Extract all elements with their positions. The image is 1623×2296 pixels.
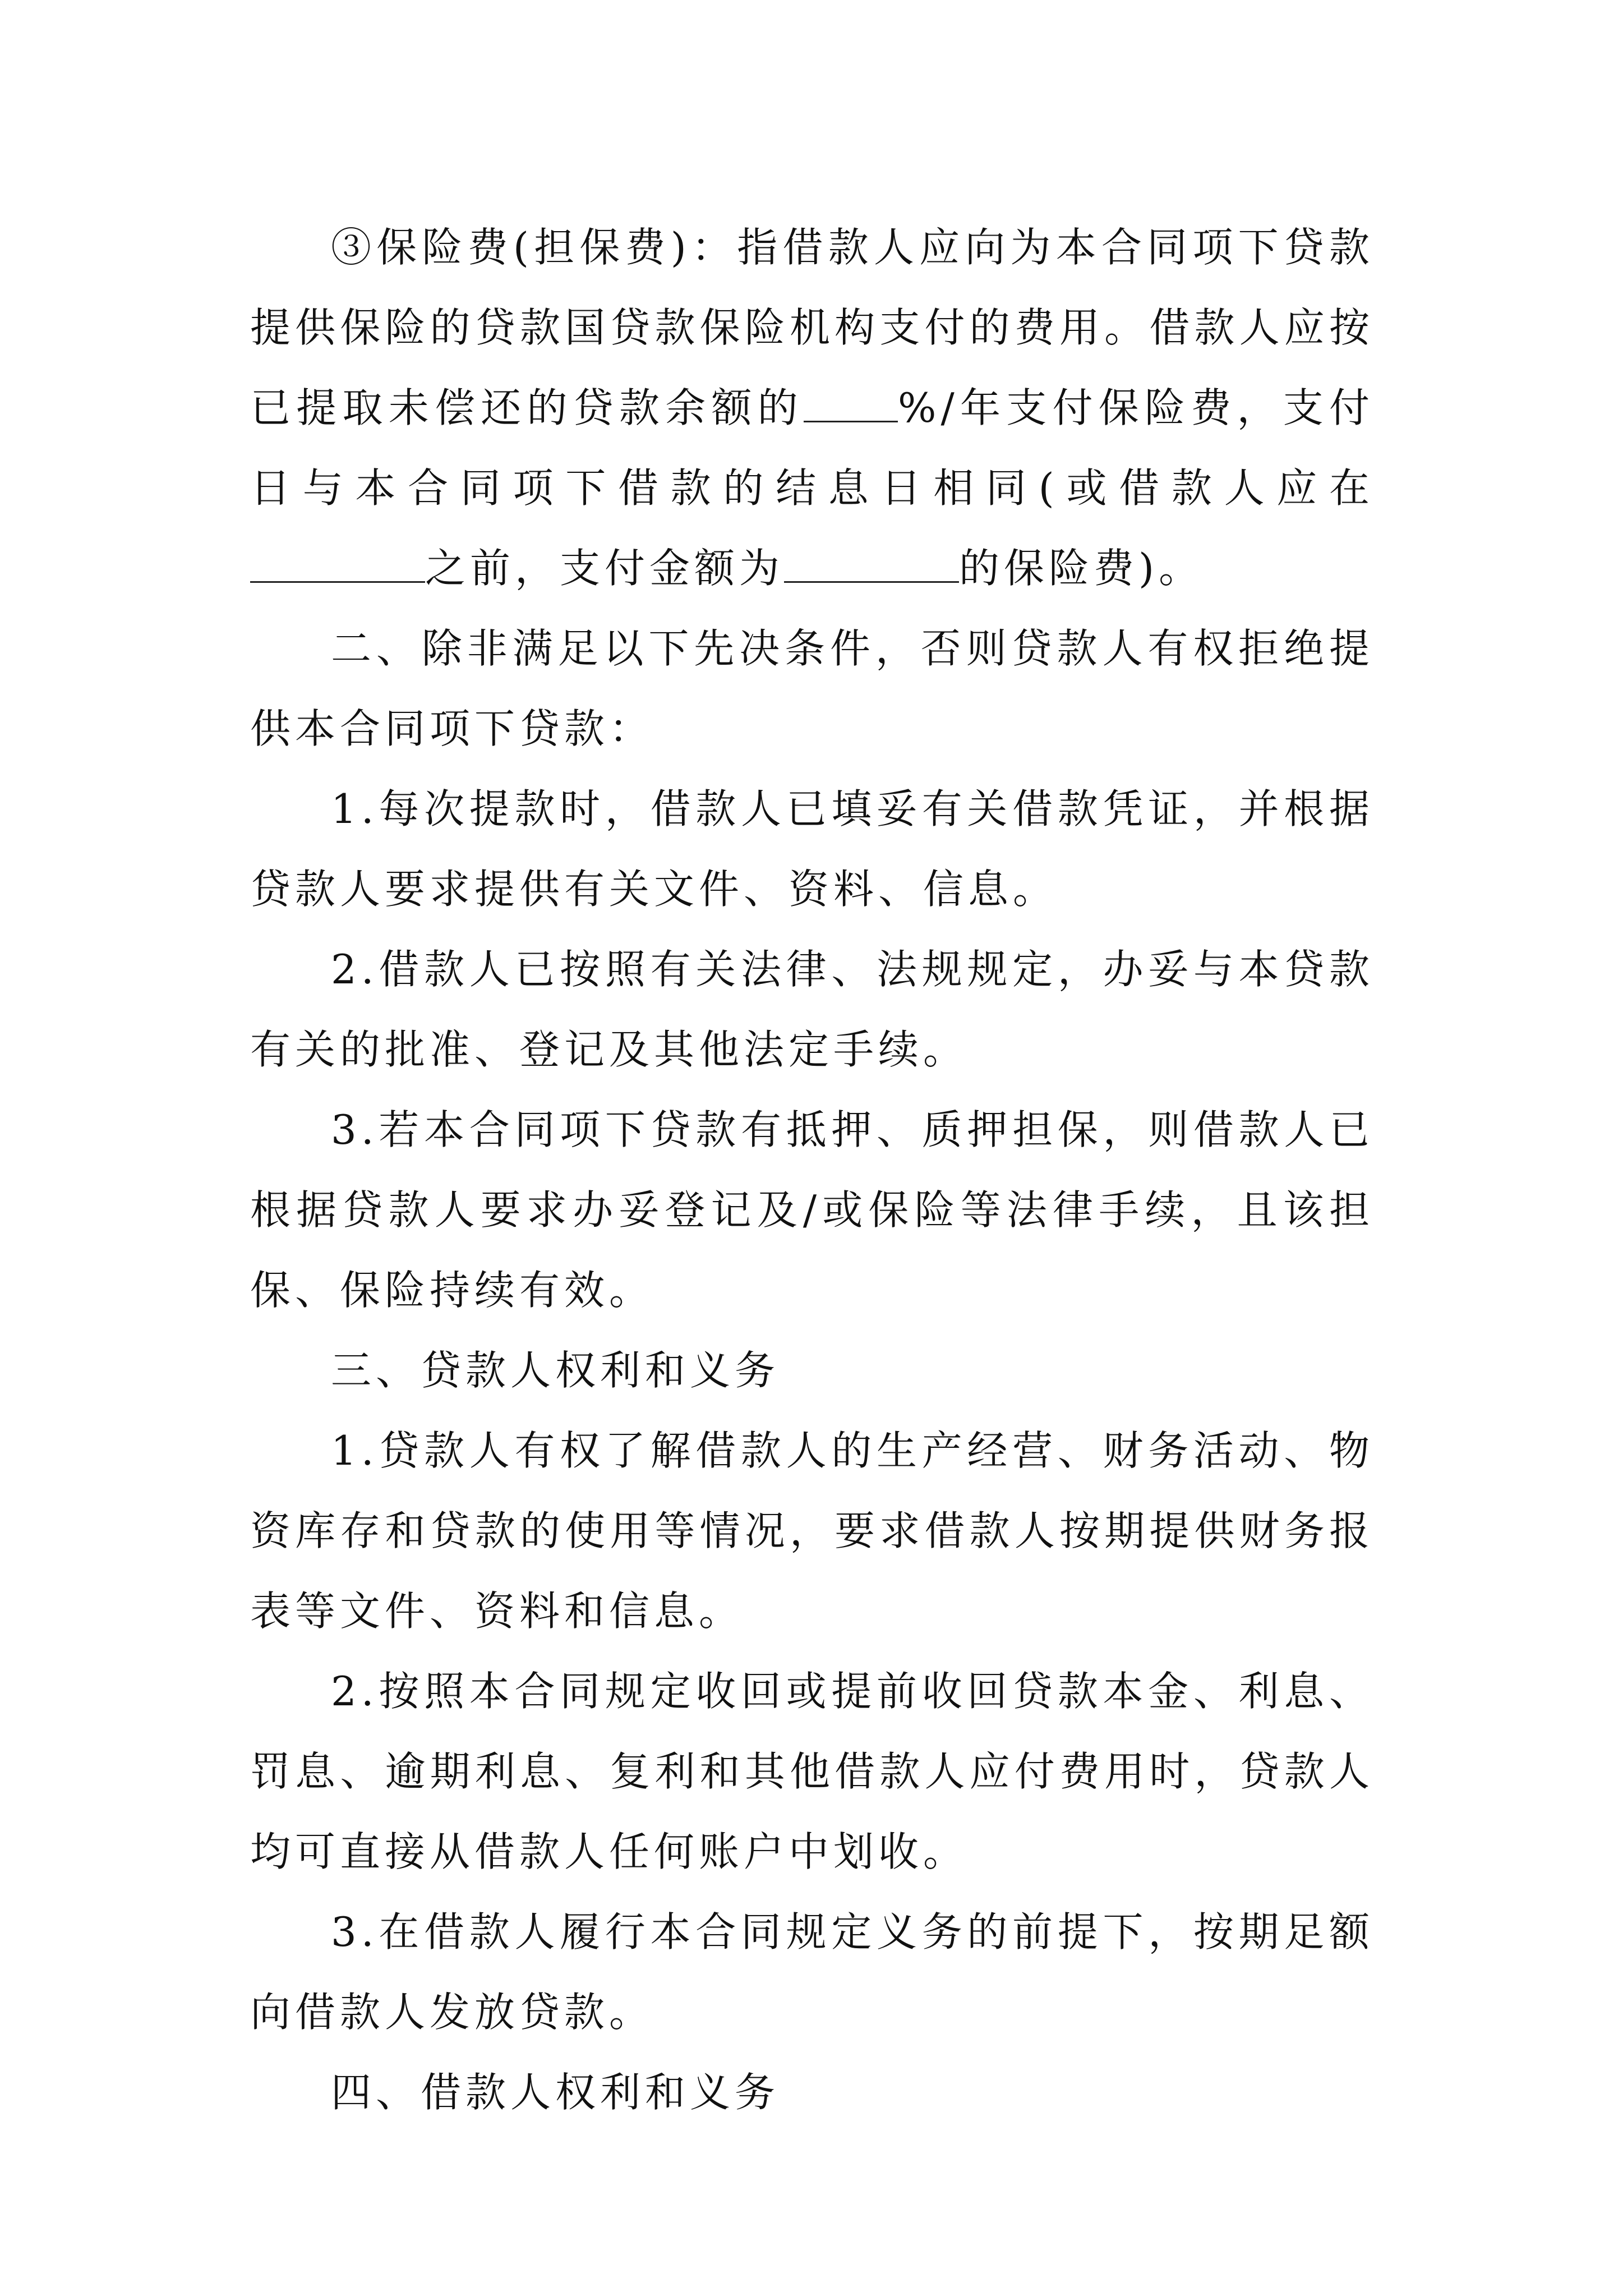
precondition-item-3: 3.若本合同项下贷款有抵押、质押担保，则借款人已根据贷款人要求办妥登记及/或保险等法律手续，且该担保、保险持续有效。 bbox=[250, 1106, 1374, 1314]
precondition-item-2: 2.借款人已按照有关法律、法规规定，办妥与本贷款有关的批准、登记及其他法定手续。 bbox=[250, 946, 1374, 1073]
precondition-item-1: 1.每次提款时，借款人已填妥有关借款凭证，并根据贷款人要求提供有关文件、资料、信息。 bbox=[250, 785, 1374, 913]
document-body bbox=[250, 208, 1374, 2133]
lender-right-item-1: 1.贷款人有权了解借款人的生产经营、财务活动、物资库存和贷款的使用等情况，要求借款人按期提供财务报表等文件、资料和信息。 bbox=[250, 1427, 1374, 1635]
insurance-fee-text-1: ③保险费(担保费)：指借款人应向为本合同项下贷款提供保险的贷款国贷款保险机构支付的费用。借款人应按已提取未偿还的贷款余额的 bbox=[250, 224, 1374, 431]
lender-right-item-3: 3.在借款人履行本合同规定义务的前提下，按期足额向借款人发放贷款。 bbox=[250, 1908, 1374, 2036]
insurance-fee-text-3: 之前，支付金额为 bbox=[425, 545, 785, 592]
paragraph-insurance-fee bbox=[250, 208, 1374, 609]
lender-right-item-2: 2.按照本合同规定收回或提前收回贷款本金、利息、罚息、逾期利息、复利和其他借款人应付费用时，贷款人均可直接从借款人任何账户中划收。 bbox=[250, 1668, 1374, 1875]
amount-blank-field[interactable] bbox=[784, 543, 959, 583]
heading-lender-rights: 三、贷款人权利和义务 bbox=[331, 1347, 780, 1394]
rate-blank-field[interactable] bbox=[804, 383, 898, 422]
insurance-fee-text-2: %/年支付保险费，支付日与本合同项下借款的结息日相同(或借款人应在 bbox=[250, 384, 1374, 512]
date-blank-field[interactable] bbox=[250, 543, 425, 583]
insurance-fee-text-4: 的保险费)。 bbox=[959, 545, 1204, 592]
heading-preconditions: 二、除非满足以下先决条件，否则贷款人有权拒绝提供本合同项下贷款： bbox=[250, 625, 1374, 752]
heading-borrower-rights: 四、借款人权利和义务 bbox=[331, 2069, 780, 2116]
